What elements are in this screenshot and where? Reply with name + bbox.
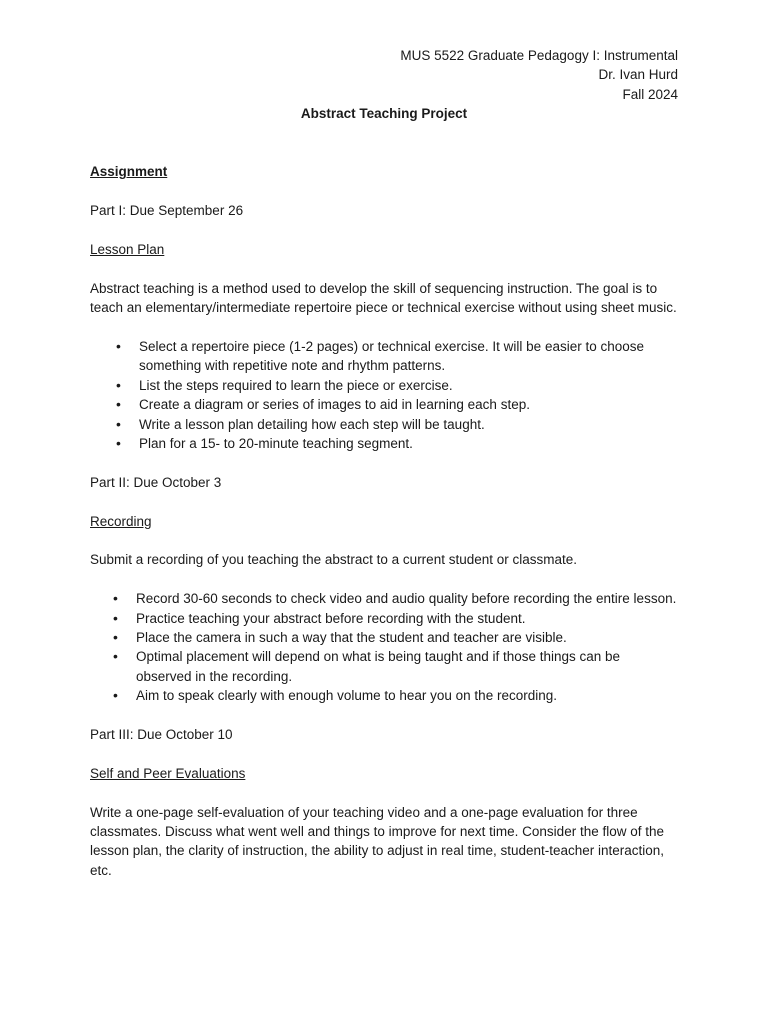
spacer (90, 453, 678, 472)
list-item: • Aim to speak clearly with enough volume to hear you on the recording. (90, 686, 678, 705)
part-1-due: Part I: Due September 26 (90, 203, 244, 219)
spacer (90, 259, 678, 278)
part-1-heading: Lesson Plan (90, 241, 165, 257)
part-3-due: Part III: Due October 10 (90, 727, 233, 742)
spacer (90, 744, 678, 763)
term: Fall 2024 (622, 86, 678, 102)
spacer (90, 318, 678, 337)
spacer (90, 531, 678, 550)
part-2-section (90, 473, 678, 725)
part-1-intro: Abstract teaching is a method used to develop the skill of sequencing instruction. The goal is to teach an elementary/intermediate repertoire piece or technical exercise without using sheet music. (90, 280, 677, 316)
part-3-heading: Self and Peer Evaluations (90, 765, 246, 781)
document-page (90, 46, 678, 880)
spacer (90, 182, 678, 201)
spacer (90, 221, 678, 240)
course-name: MUS 5522 Graduate Pedagogy I: Instrumental (400, 48, 678, 63)
spacer (90, 570, 678, 589)
spacer (90, 783, 678, 802)
assignment-heading: Assignment (90, 164, 168, 180)
list-item: • Optimal placement will depend on what is being taught and if those things can be observed in the recording. (90, 647, 678, 686)
document-header (90, 46, 678, 104)
instructor-name: Dr. Ivan Hurd (598, 67, 678, 83)
list-item: • Plan for a 15- to 20-minute teaching segment. (90, 434, 678, 453)
part-2-heading: Recording (90, 513, 152, 529)
spacer (90, 124, 678, 163)
list-item: • Write a lesson plan detailing how each step will be taught. (90, 415, 678, 434)
list-item: • Record 30-60 seconds to check video and audio quality before recording the entire lesson. (90, 589, 678, 608)
part-1-section (90, 201, 678, 473)
part-3-section (90, 725, 678, 880)
spacer (90, 706, 678, 725)
list-item: • Select a repertoire piece (1-2 pages) or technical exercise. It will be easier to choose something with repetitive note and rhythm patterns. (90, 337, 678, 376)
part-3-intro: Write a one-page self-evaluation of your teaching video and a one-page evaluation for three classmates. Discuss what went well and things to improve for next time. Consider the flow of the lesson plan, the clarity of instruction, the ability to adjust in real time, student-teacher interaction, etc. (90, 804, 665, 878)
spacer (90, 492, 678, 511)
part-2-bullet-list (90, 589, 678, 705)
list-item: • Practice teaching your abstract before recording with the student. (90, 609, 678, 628)
document-title: Abstract Teaching Project (300, 106, 468, 122)
list-item: • Create a diagram or series of images to aid in learning each step. (90, 395, 678, 414)
part-2-intro: Submit a recording of you teaching the abstract to a current student or classmate. (90, 552, 578, 568)
list-item: • List the steps required to learn the piece or exercise. (90, 376, 678, 395)
part-2-due: Part II: Due October 3 (90, 474, 222, 490)
list-item: • Place the camera in such a way that the student and teacher are visible. (90, 628, 678, 647)
part-1-bullet-list (90, 337, 678, 453)
